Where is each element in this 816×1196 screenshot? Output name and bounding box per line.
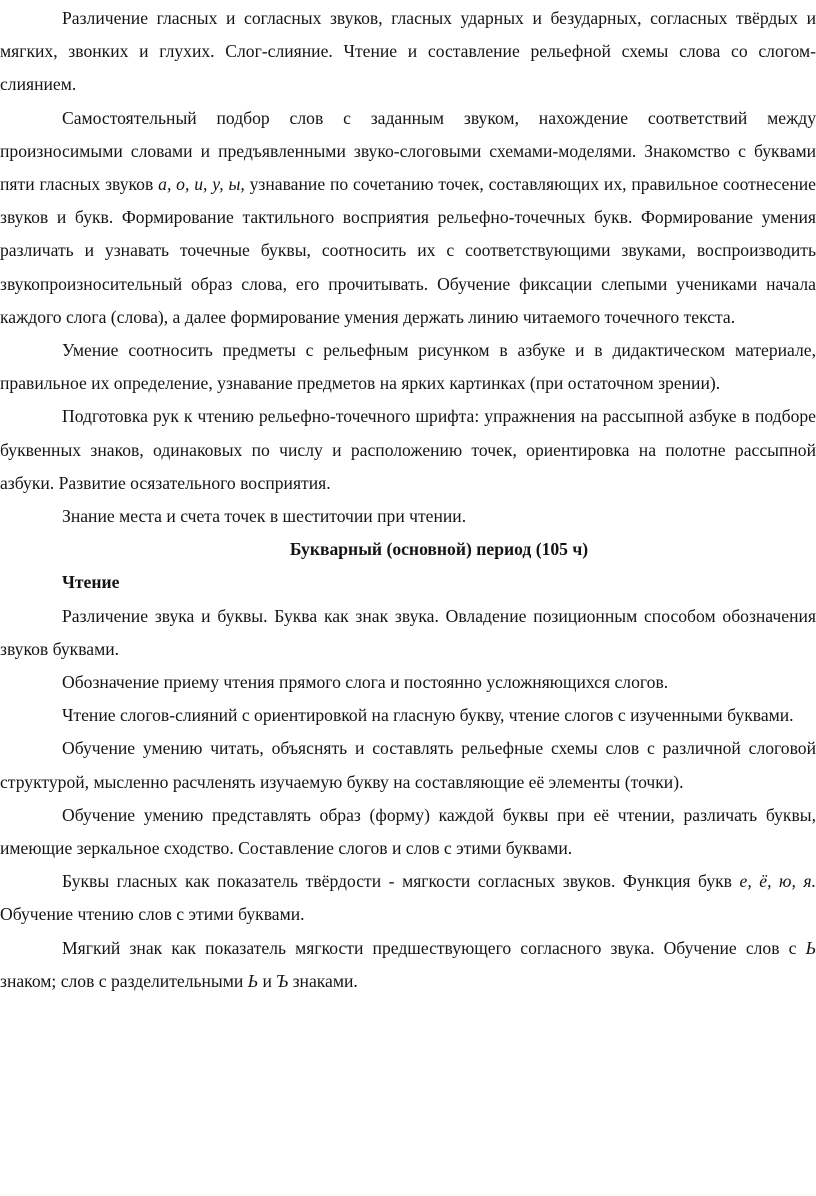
paragraph-text: Обозначение приему чтения прямого слога и постоянно усложняющихся слогов.	[62, 672, 669, 693]
paragraph-text: Обучение умению представлять образ (форму) каждой буквы при её чтении, различать буквы, имеющие зеркальное сходство. Составление слогов и слов с этими буквами.	[0, 804, 816, 859]
paragraph-text: узнавание по сочетанию точек, составляющих их, правильное соотнесение звуков и букв. Формирование тактильного восприятия рельефно-точечных букв. Формирование умения различать и узнавать точечные буквы, соотносить их с соответствующими звуками, воспроизводить звукопроизносительный образ слова, его прочитывать. Обучение фиксации слепыми учениками начала каждого слога (слова), а далее формирование умения держать линию читаемого точечного текста.	[0, 174, 816, 327]
paragraph-syllable-reading	[0, 699, 816, 732]
paragraph-relief-schemes	[0, 732, 816, 798]
paragraph-text: Подготовка рук к чтению рельефно-точечного шрифта: упражнения на рассыпной азбуке в подборе буквенных знаков, одинаковых по числу и расположению точек, ориентировка на полотне рассыпной азбуки. Развитие осязательного восприятия.	[0, 406, 816, 493]
paragraph-sound-letter	[0, 600, 816, 666]
paragraph-text: Обучение чтению слов с этими буквами.	[0, 904, 305, 925]
paragraph-letter-image	[0, 799, 816, 865]
vowel-letters-italic: е, ё, ю, я.	[739, 871, 816, 892]
paragraph-soft-sign	[0, 932, 816, 998]
paragraph-text: Знание места и счета точек в шеститочии при чтении.	[62, 506, 467, 527]
paragraph-vowel-function	[0, 865, 816, 931]
paragraph-direct-syllable	[0, 666, 816, 699]
section-title: Букварный (основной) период (105 ч)	[289, 539, 589, 560]
paragraph-text: знаками.	[288, 970, 358, 991]
paragraph-text: Различение гласных и согласных звуков, гласных ударных и безударных, согласных твёрдых и мягких, звонких и глухих. Слог-слияние. Чтение и составление рельефной схемы слова со слогом-слиянием.	[0, 8, 816, 95]
paragraph-word-selection	[0, 102, 816, 334]
paragraph-hand-preparation	[0, 400, 816, 500]
paragraph-sounds-distinction	[0, 2, 816, 102]
soft-sign-letter: Ь	[805, 937, 816, 958]
paragraph-text: Буквы гласных как показатель твёрдости - мягкости согласных звуков. Функция букв	[62, 871, 740, 892]
paragraph-text: Обучение умению читать, объяснять и составлять рельефные схемы слов с различной слоговой структурой, мысленно расчленять изучаемую букву на составляющие её элементы (точки).	[0, 738, 816, 792]
paragraph-text: Различение звука и буквы. Буква как знак звука. Овладение позиционным способом обозначения звуков буквами.	[0, 605, 816, 659]
soft-sign-letter: Ь	[247, 970, 259, 991]
paragraph-text: и	[258, 970, 277, 991]
hard-sign-letter: Ъ	[276, 970, 289, 991]
subsection-title: Чтение	[62, 572, 120, 593]
paragraph-text: знаком; слов с разделительными	[0, 970, 248, 991]
vowel-letters-italic: а, о, и, у, ы,	[158, 174, 245, 195]
paragraph-six-dot-cell	[0, 500, 816, 533]
paragraph-text: Мягкий знак как показатель мягкости предшествующего согласного звука. Обучение слов с	[62, 937, 806, 958]
paragraph-text: Самостоятельный подбор слов с заданным звуком, нахождение соответствий между произносимыми словами и предъявленными звуко-слоговыми схемами-моделями. Знакомство с буквами пяти гласных звуков	[0, 107, 816, 195]
paragraph-relief-pictures	[0, 334, 816, 400]
paragraph-text: Чтение слогов-слияний с ориентировкой на гласную букву, чтение слогов с изученными буквами.	[62, 705, 794, 726]
paragraph-text: Умение соотносить предметы с рельефным рисунком в азбуке и в дидактическом материале, правильное их определение, узнавание предметов на ярких картинках (при остаточном зрении).	[0, 340, 816, 394]
